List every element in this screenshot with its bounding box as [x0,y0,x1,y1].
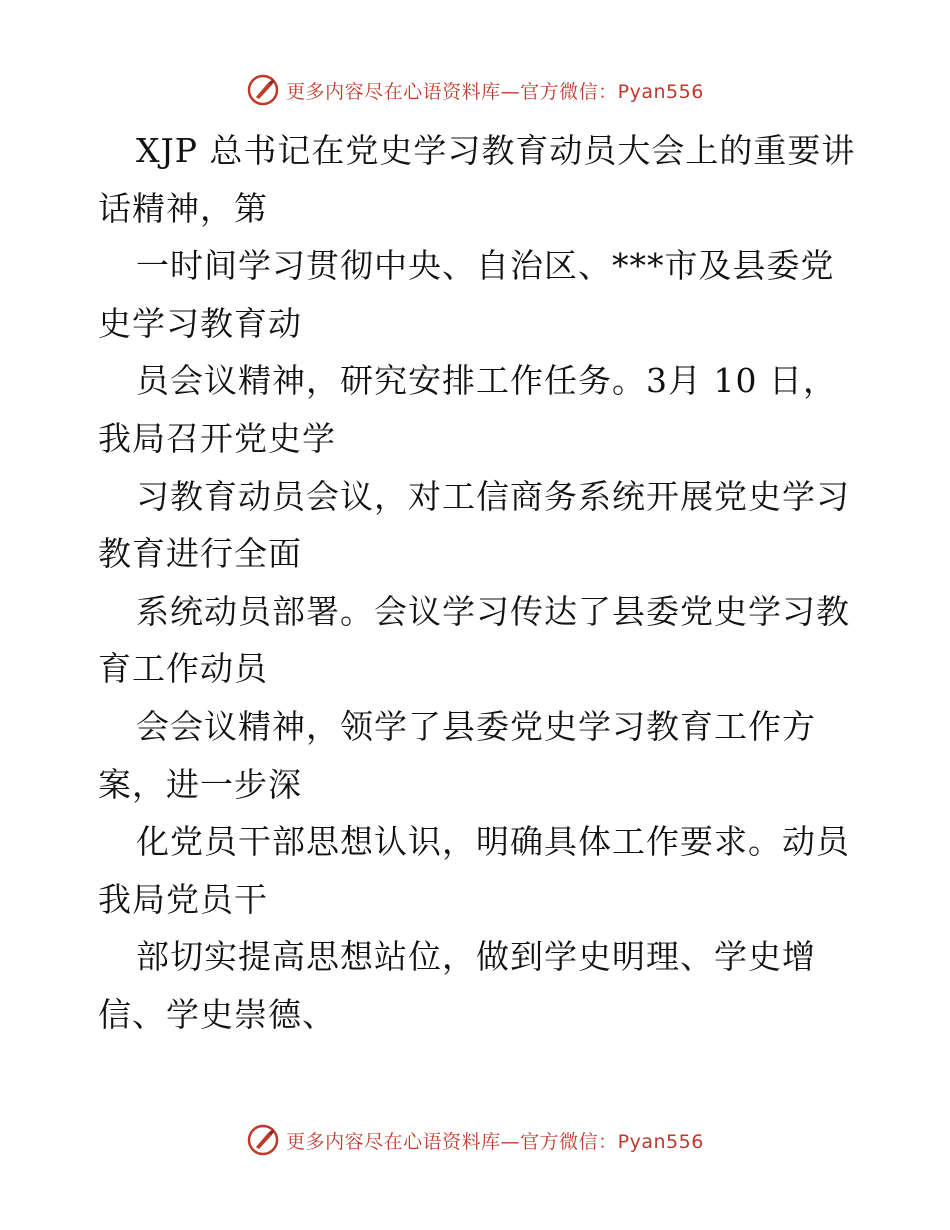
quill-logo-icon [246,1123,280,1157]
text-line: 员会议精神，研究安排工作任务。3月 10 日， [136,361,837,401]
text-line: 会会议精神，领学了县委党史学习教育工作方 [136,706,816,746]
quill-logo-icon [246,73,280,107]
document-body [98,122,878,1044]
text-line: 案，进一步深 [98,764,302,804]
text-line: 习教育动员会议，对工信商务系统开展党史学习 [136,476,850,516]
footer-watermark-banner [0,1120,950,1160]
watermark-text: 更多内容尽在心语资料库—官方微信：Pyan556 [286,80,704,103]
watermark-text: 更多内容尽在心语资料库—官方微信：Pyan556 [286,1130,704,1153]
text-line: 信、学史崇德、 [98,994,336,1034]
text-line: 我局党员干 [98,879,268,919]
text-line: 育工作动员 [98,649,268,689]
text-line: 一时间学习贯彻中央、自治区、***市及县委党 [136,246,835,286]
header-watermark-banner [0,70,950,110]
text-line: 教育进行全面 [98,534,302,574]
text-line: 系统动员部署。会议学习传达了县委党史学习教 [136,591,850,631]
text-line: 我局召开党史学 [98,418,336,458]
text-line: 史学习教育动 [98,303,302,343]
text-line: 部切实提高思想站位，做到学史明理、学史增 [136,937,816,977]
text-line: 话精神，第 [98,188,268,228]
text-line: 化党员干部思想认识，明确具体工作要求。动员 [136,822,850,862]
text-line: XJP 总书记在党史学习教育动员大会上的重要讲 [136,131,856,170]
